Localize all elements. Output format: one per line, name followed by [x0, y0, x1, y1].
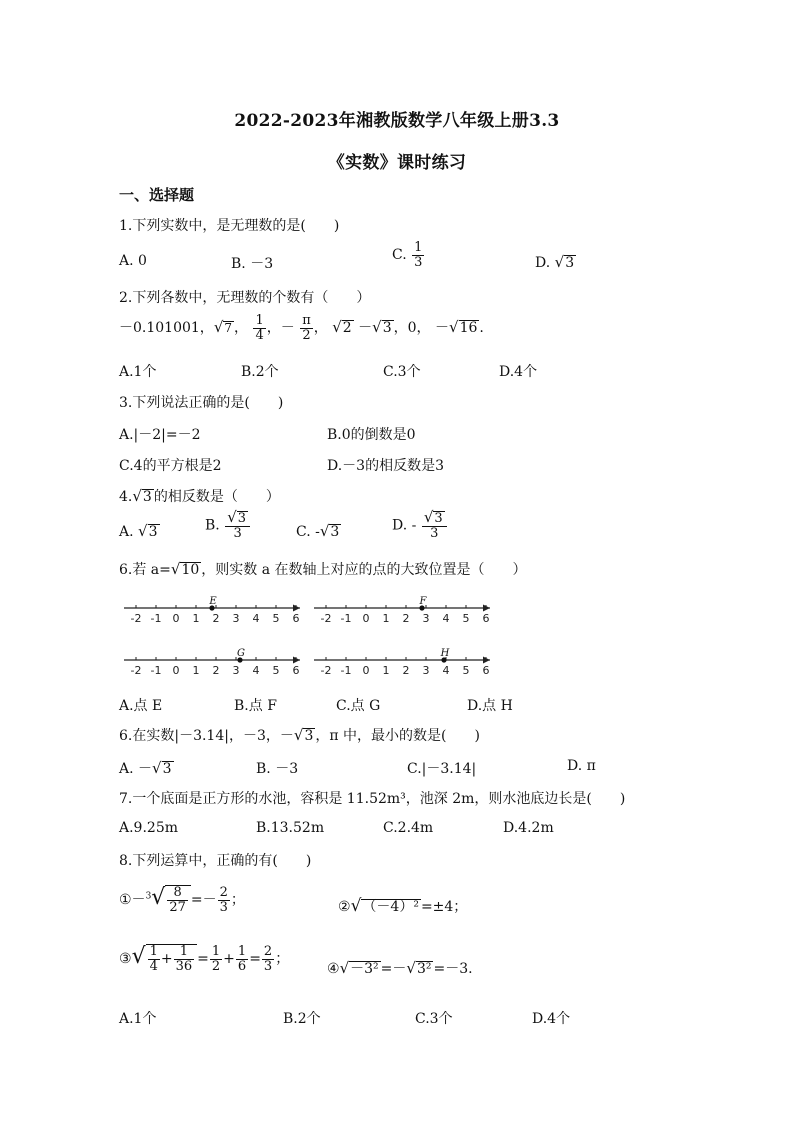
point-label: G [237, 648, 245, 659]
fraction-numerator: 1 [414, 240, 423, 255]
axis-tick-label: 4 [442, 612, 450, 625]
fraction-numerator: 2 [219, 885, 228, 900]
radicand: 16 [459, 320, 478, 337]
fraction-denominator: 2 [211, 958, 221, 974]
q5-option-a: A.点 E [119, 698, 163, 714]
fraction-numerator: 1 [237, 944, 247, 959]
q3-stem: 3.下列说法正确的是( ) [119, 395, 284, 411]
q2-quarter [253, 314, 265, 342]
q2-stem: 2.下列各数中，无理数的个数有（ ） [119, 290, 371, 306]
axis-tick-label: 0 [172, 664, 180, 677]
q6-stem-prefix: 6.在实数|－3.14|，－3，－ [119, 728, 294, 744]
radicand: 3 [330, 524, 340, 540]
q4-option-b [205, 510, 251, 541]
axis-tick-label: 1 [382, 664, 390, 677]
axis-tick-label: 3 [422, 612, 430, 625]
q2-zero: 0， [407, 320, 431, 337]
q6-option-a [119, 758, 174, 778]
radicand: 3 [304, 728, 314, 744]
fraction-denominator: 3 [263, 958, 273, 974]
radical-sign: √ [406, 959, 416, 977]
radical-sign: √ [170, 560, 181, 578]
q2-option-a: A.1个 [119, 364, 157, 380]
q8-e3-frac1 [148, 945, 160, 973]
q4-option-c [296, 522, 341, 540]
fraction-denominator: 36 [175, 958, 193, 974]
q2-option-c: C.3个 [383, 364, 421, 380]
q1-option-c [392, 241, 425, 269]
axis-tick-label: -1 [150, 612, 162, 625]
radical-sign: √ [554, 253, 565, 271]
axis-tick-label: 1 [382, 612, 390, 625]
q1-option-c-label: C. [392, 247, 412, 264]
q5-option-c: C.点 G [336, 698, 381, 714]
q8-option-a: A.1个 [119, 1011, 157, 1027]
radical-sign: √ [332, 318, 342, 337]
q4-option-d [392, 510, 448, 541]
q4-option-b-fraction [225, 510, 250, 541]
radical-sign: √ [350, 896, 362, 916]
number-line-e [124, 596, 300, 625]
q4-stem-prefix: 4. [119, 489, 133, 505]
q8-e1-result [218, 886, 230, 914]
axis-tick-label: 5 [272, 612, 280, 625]
fraction-numerator: 2 [263, 944, 273, 959]
q4-option-a [119, 522, 160, 540]
q6-option-b: B. －3 [256, 761, 299, 777]
fraction-numerator: 1 [211, 944, 221, 959]
q8-e1-mark: ①－ [119, 892, 146, 909]
axis-tick-label: 5 [272, 664, 280, 677]
axis-tick-label: 0 [362, 612, 370, 625]
fraction-denominator: 4 [255, 327, 264, 343]
axis-tick-label: -1 [340, 664, 352, 677]
q8-e2-rest: =±4； [420, 899, 468, 915]
q8-expression-3 [119, 944, 289, 973]
q8-e3-end: ； [275, 951, 290, 968]
q6-stem [119, 725, 480, 745]
axis-tick-label: 2 [402, 612, 410, 625]
q4-option-a-label: A. [119, 524, 139, 540]
q7-option-d: D.4.2m [503, 820, 554, 836]
radical-sign: √ [423, 508, 434, 526]
q8-expression-2 [338, 896, 467, 916]
q8-e3-frac3 [210, 945, 222, 973]
q4-option-d-fraction [422, 510, 447, 541]
point-label: F [419, 596, 427, 607]
q8-e3-mark: ③ [119, 951, 132, 968]
axis-tick-label: 3 [232, 664, 240, 677]
q6-option-c: C.|－3.14| [407, 761, 477, 777]
radical-sign: √ [339, 959, 350, 977]
q8-e4-end: =－3. [433, 961, 473, 977]
q4-option-b-label: B. [205, 517, 220, 534]
plus-sign: + [223, 951, 235, 968]
radical-sign: √ [227, 508, 237, 526]
axis-tick-label: 3 [232, 612, 240, 625]
q8-stem: 8.下列运算中，正确的有( ) [119, 853, 312, 869]
q8-e3-frac5 [262, 945, 274, 973]
axis-tick-label: 3 [422, 664, 430, 677]
q8-e4-mid: =－ [380, 961, 407, 977]
axis-tick-label: -2 [130, 612, 142, 625]
axis-tick-label: -2 [320, 664, 332, 677]
radical-sign: √ [131, 944, 146, 970]
q8-option-d: D.4个 [532, 1011, 571, 1027]
radical-sign: √ [449, 318, 459, 337]
worksheet-title-line1: 2022-2023年湘教版数学八年级上册3.3 [234, 111, 560, 131]
axis-tick-label: 6 [292, 664, 300, 677]
fraction-denominator: 2 [302, 327, 311, 343]
axis-tick-label: 6 [292, 612, 300, 625]
number-line-f [314, 596, 490, 625]
q8-e1-eq: =－ [190, 892, 217, 909]
equals-sign: = [197, 951, 209, 968]
radical-sign: √ [213, 318, 224, 337]
q8-e1-fraction [167, 886, 188, 914]
axis-tick-label: 6 [482, 612, 490, 625]
radicand: 3 [162, 761, 172, 777]
fraction-numerator [225, 510, 250, 527]
fraction-numerator: 8 [167, 886, 188, 901]
radicand: －3² [350, 961, 379, 977]
fraction-denominator: 3 [430, 526, 439, 542]
axis-tick-label: 4 [252, 664, 260, 677]
q3-option-c: C.4的平方根是2 [119, 458, 222, 474]
q6-option-d: D. π [567, 758, 596, 774]
radicand: 3 [237, 511, 247, 526]
point-label: H [440, 648, 450, 659]
q8-e3-frac2 [174, 945, 195, 973]
q7-option-a: A.9.25m [119, 820, 179, 836]
number-line-figures [120, 594, 500, 678]
q8-option-c: C.3个 [415, 1011, 453, 1027]
axis-tick-label: 2 [212, 612, 220, 625]
root-index: 3 [145, 891, 152, 902]
number-line-h [314, 648, 490, 677]
q4-stem-suffix: 的相反数是（ ） [153, 489, 280, 505]
q7-option-b: B.13.52m [256, 820, 325, 836]
q8-option-b: B.2个 [283, 1011, 321, 1027]
fraction-numerator [422, 510, 447, 527]
point-label: E [209, 596, 217, 607]
q8-e2-mark: ② [338, 899, 351, 915]
fraction-denominator: 3 [219, 899, 228, 915]
q1-option-a: A. 0 [119, 253, 147, 269]
axis-tick-label: -2 [130, 664, 142, 677]
fraction-numerator: 1 [174, 945, 195, 960]
q6-stem-suffix: ，π 中，最小的数是( ) [315, 728, 480, 744]
radicand: 3 [148, 524, 158, 540]
q8-expression-1 [119, 885, 245, 914]
axis-tick-label: 5 [462, 664, 470, 677]
q5-option-d: D.点 H [467, 698, 513, 714]
radical-sign: √ [372, 318, 382, 337]
q5-option-b: B.点 F [234, 698, 277, 714]
q1-option-d [535, 253, 576, 271]
radicand: 3 [565, 255, 575, 271]
q5-stem [119, 559, 527, 579]
axis-tick-label: 1 [192, 664, 200, 677]
axis-tick-label: 4 [442, 664, 450, 677]
radicand: 3 [434, 511, 443, 526]
q1-option-b: B. －3 [231, 256, 274, 272]
fraction-denominator: 4 [149, 958, 158, 974]
radicand: （－4）² [362, 899, 419, 915]
fraction-numerator: 1 [149, 944, 158, 959]
axis-tick-label: 0 [172, 612, 180, 625]
radicand: 7 [224, 321, 233, 336]
q8-e4-mark: ④ [327, 961, 340, 977]
q2-number-list: －0.101001，√7 ， $\frac{1}{4}$ ，－ $\frac{\pi}{2}$ ， √2 －√3 ，0， －√16 . [119, 313, 484, 343]
axis-tick-label: 6 [482, 664, 490, 677]
q4-stem [119, 486, 280, 506]
q4-option-c-label: C. - [296, 524, 320, 540]
q1-option-c-fraction [412, 241, 424, 269]
fraction-denominator: 6 [237, 958, 247, 974]
radicand: 3 [382, 320, 392, 337]
axis-tick-label: 0 [362, 664, 370, 677]
q5-stem-prefix: 6.若 a= [119, 562, 171, 578]
equals-sign: = [249, 951, 261, 968]
q1-option-d-label: D. [535, 255, 555, 271]
q2-decimal: －0.101001， [119, 320, 214, 337]
q2-pi-half [300, 314, 313, 342]
radicand: 3² [416, 961, 432, 977]
q6-option-a-label: A. － [119, 761, 153, 777]
axis-tick-label: -1 [340, 612, 352, 625]
radical-sign: √ [293, 726, 304, 744]
radical-sign: √ [132, 487, 142, 505]
q3-option-d: D.－3的相反数是3 [327, 458, 444, 474]
q4-option-d-label: D. - [392, 517, 417, 534]
q1-stem: 1.下列实数中，是无理数的是( ) [119, 218, 340, 234]
axis-tick-label: 1 [192, 612, 200, 625]
q2-option-b: B.2个 [241, 364, 279, 380]
q2-option-d: D.4个 [499, 364, 538, 380]
number-line-g [124, 648, 300, 677]
plus-sign: + [160, 951, 173, 968]
axis-tick-label: 2 [402, 664, 410, 677]
radicand [165, 885, 191, 914]
q7-option-c: C.2.4m [383, 820, 434, 836]
axis-tick-label: -1 [150, 664, 162, 677]
axis-tick-label: 5 [462, 612, 470, 625]
axis-tick-label: -2 [320, 612, 332, 625]
fraction-numerator: 1 [255, 313, 264, 328]
worksheet-title-line2: 《实数》课时练习 [327, 153, 467, 173]
fraction-denominator: 3 [414, 254, 423, 270]
q8-e3-frac4 [236, 945, 248, 973]
radicand: 3 [142, 489, 152, 505]
fraction-numerator: π [302, 313, 311, 328]
radicand: 10 [181, 562, 200, 578]
q7-stem: 7.一个底面是正方形的水池，容积是 11.52m³，池深 2m，则水池底边长是( ) [119, 791, 626, 807]
q5-stem-suffix: ，则实数 a 在数轴上对应的点的大致位置是（ ） [201, 562, 527, 578]
axis-tick-label: 4 [252, 612, 260, 625]
q8-e1-end: ； [230, 892, 245, 909]
fraction-denominator: 27 [169, 899, 186, 915]
q8-expression-4 [327, 958, 473, 978]
radical-sign: √ [152, 759, 162, 777]
radical-sign: √ [151, 885, 166, 911]
q3-option-a: A.|－2|=－2 [119, 427, 201, 443]
fraction-denominator: 3 [233, 526, 242, 542]
radical-sign: √ [138, 522, 148, 540]
axis-tick-label: 2 [212, 664, 220, 677]
radical-sign: √ [319, 522, 330, 540]
radicand: 2 [342, 320, 352, 337]
section-heading: 一、选择题 [119, 186, 195, 204]
q3-option-b: B.0的倒数是0 [327, 427, 416, 443]
radicand [146, 944, 198, 973]
